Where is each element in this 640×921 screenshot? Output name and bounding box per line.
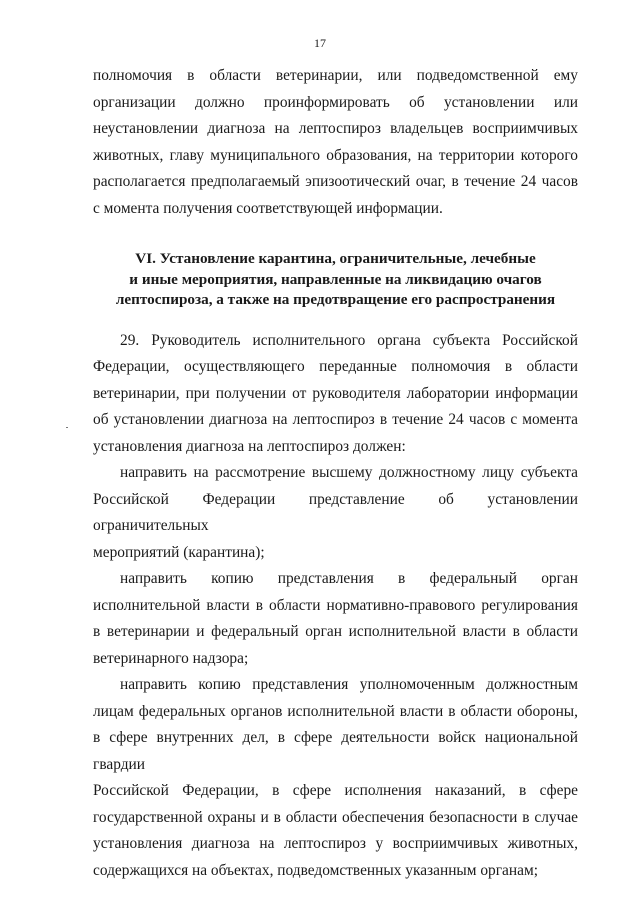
text-line: исполнительной власти в области нормативно-правового регулирования [93, 596, 578, 614]
document-body [93, 63, 578, 884]
text-line: Федерации, осуществляющего переданные полномочия в области [93, 358, 578, 375]
paragraph-intro [93, 63, 578, 222]
text-line: направить копию представления в федеральный орган [120, 570, 578, 587]
text-line: ветеринарии, при получении от руководителя лаборатории информации [93, 384, 578, 402]
action-item-2 [93, 566, 578, 672]
text-line: организации должно проинформировать об установлении или [93, 93, 578, 111]
text-line: Российской Федерации, в сфере исполнения наказаний, в сфере [93, 782, 578, 799]
page-number: 17 [314, 36, 326, 50]
text-line: направить копию представления уполномоченным должностным [120, 676, 578, 693]
text-line: в ветеринарии и федеральный орган исполнительной власти в области [93, 623, 578, 640]
text-line: государственной охраны и в области обеспечения безопасности в случае [93, 808, 578, 826]
heading-line: и иные мероприятия, направленные на ликвидацию очагов [129, 270, 542, 288]
section-heading [93, 249, 578, 311]
scan-mark [66, 427, 68, 428]
action-item-1 [93, 460, 578, 566]
heading-line: VI. Установление карантина, ограничительные, лечебные [135, 250, 536, 267]
text-line: в сфере внутренних дел, в сфере деятельности войск национальной гвардии [93, 729, 578, 773]
action-item-3 [93, 672, 578, 884]
text-line: направить на рассмотрение высшему должностному лицу субъекта [120, 464, 578, 481]
text-line: лицам федеральных органов исполнительной власти в области обороны, [93, 702, 578, 720]
text-line: животных, главу муниципального образования, на территории которого [93, 146, 578, 164]
text-line: установления диагноза на лептоспироз должен: [93, 437, 406, 455]
text-line: с момента получения соответствующей информации. [93, 199, 443, 217]
text-line: неустановлении диагноза на лептоспироз владельцев восприимчивых [93, 120, 578, 137]
heading-line: лептоспироза, а также на предотвращение его распространения [115, 291, 556, 308]
text-line: ветеринарного надзора; [93, 649, 249, 667]
text-line: полномочия в области ветеринарии, или подведомственной ему [93, 67, 578, 84]
text-line: установления диагноза на лептоспироз у восприимчивых животных, [93, 835, 578, 852]
text-line: содержащихся на объектах, подведомственных указанным органам; [93, 861, 538, 879]
text-line: об установлении диагноза на лептоспироз в течение 24 часов с момента [93, 411, 578, 428]
item-29 [93, 328, 578, 461]
text-line: Российской Федерации представление об установлении ограничительных [93, 490, 578, 534]
text-line: располагается предполагаемый эпизоотический очаг, в течение 24 часов [93, 173, 578, 190]
text-line: мероприятий (карантина); [93, 543, 265, 561]
text-line: 29. Руководитель исполнительного органа субъекта Российской [120, 331, 578, 349]
